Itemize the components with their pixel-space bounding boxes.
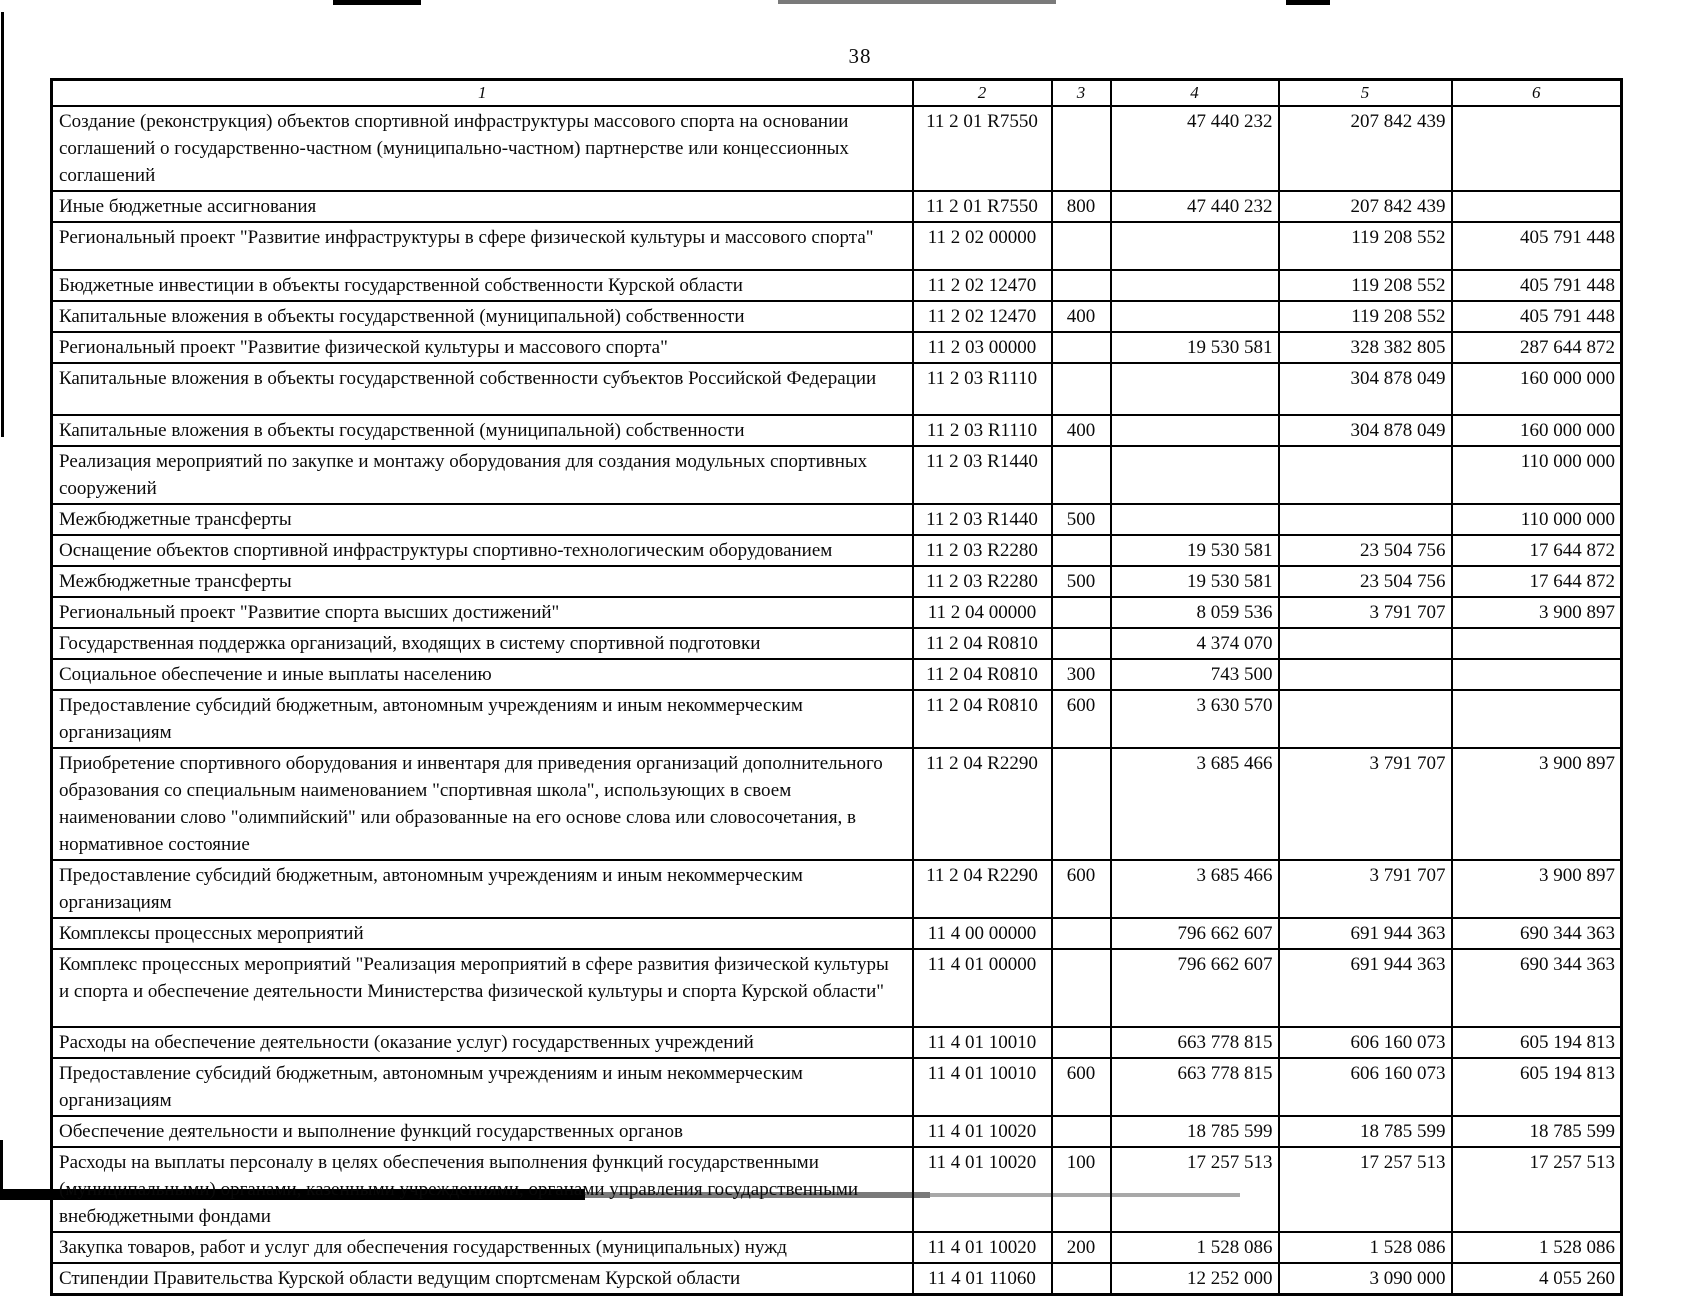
- expense-name-cell: Социальное обеспечение и иные выплаты населению: [52, 659, 913, 690]
- amount-2024-cell: 17 257 513: [1279, 1147, 1452, 1232]
- table-row: [52, 1116, 1622, 1147]
- column-header-6: 6: [1452, 80, 1622, 107]
- amount-2024-cell: 3 791 707: [1279, 597, 1452, 628]
- expense-name-cell: Оснащение объектов спортивной инфраструктуры спортивно-технологическим оборудованием: [52, 535, 913, 566]
- amount-2024-cell: 3 791 707: [1279, 748, 1452, 860]
- target-code-cell: 11 4 01 11060: [913, 1263, 1052, 1295]
- expense-name-cell: Расходы на обеспечение деятельности (оказание услуг) государственных учреждений: [52, 1027, 913, 1058]
- target-code-cell: 11 2 04 R0810: [913, 628, 1052, 659]
- budget-table: [50, 78, 1623, 1296]
- table-row: [52, 1232, 1622, 1263]
- table-row: [52, 597, 1622, 628]
- target-code-cell: 11 2 01 R7550: [913, 191, 1052, 222]
- amount-2023-cell: 18 785 599: [1111, 1116, 1279, 1147]
- target-code-cell: 11 4 01 10020: [913, 1116, 1052, 1147]
- amount-2025-cell: 405 791 448: [1452, 222, 1622, 270]
- target-code-cell: 11 4 01 00000: [913, 949, 1052, 1027]
- table-row: [52, 860, 1622, 918]
- expense-group-cell: [1052, 949, 1111, 1027]
- target-code-cell: 11 2 02 00000: [913, 222, 1052, 270]
- page-number: 38: [848, 44, 872, 68]
- target-code-cell: 11 2 03 R2280: [913, 535, 1052, 566]
- amount-2023-cell: 663 778 815: [1111, 1027, 1279, 1058]
- column-header-3: 3: [1052, 80, 1111, 107]
- expense-name-cell: Стипендии Правительства Курской области ведущим спортсменам Курской области: [52, 1263, 913, 1295]
- target-code-cell: 11 2 04 R2290: [913, 748, 1052, 860]
- target-code-cell: 11 2 02 12470: [913, 301, 1052, 332]
- amount-2025-cell: 3 900 897: [1452, 860, 1622, 918]
- expense-name-cell: Региональный проект "Развитие спорта высших достижений": [52, 597, 913, 628]
- expense-group-cell: [1052, 628, 1111, 659]
- target-code-cell: 11 2 03 R1440: [913, 504, 1052, 535]
- expense-group-cell: 500: [1052, 566, 1111, 597]
- expense-name-cell: Иные бюджетные ассигнования: [52, 191, 913, 222]
- target-code-cell: 11 2 03 R2280: [913, 566, 1052, 597]
- amount-2023-cell: 47 440 232: [1111, 106, 1279, 191]
- amount-2025-cell: 287 644 872: [1452, 332, 1622, 363]
- amount-2025-cell: 4 055 260: [1452, 1263, 1622, 1295]
- table-row: [52, 690, 1622, 748]
- amount-2024-cell: 207 842 439: [1279, 191, 1452, 222]
- table-row: [52, 106, 1622, 191]
- amount-2024-cell: 304 878 049: [1279, 415, 1452, 446]
- table-row: [52, 301, 1622, 332]
- table-row: [52, 949, 1622, 1027]
- amount-2024-cell: 23 504 756: [1279, 535, 1452, 566]
- target-code-cell: 11 2 01 R7550: [913, 106, 1052, 191]
- amount-2023-cell: [1111, 415, 1279, 446]
- column-header-2: 2: [913, 80, 1052, 107]
- target-code-cell: 11 4 01 10010: [913, 1058, 1052, 1116]
- amount-2025-cell: 17 644 872: [1452, 566, 1622, 597]
- target-code-cell: 11 4 01 10020: [913, 1232, 1052, 1263]
- amount-2025-cell: 110 000 000: [1452, 504, 1622, 535]
- amount-2024-cell: 3 791 707: [1279, 860, 1452, 918]
- expense-name-cell: Предоставление субсидий бюджетным, автономным учреждениям и иным некоммерческим организациям: [52, 690, 913, 748]
- amount-2023-cell: 19 530 581: [1111, 332, 1279, 363]
- amount-2023-cell: [1111, 363, 1279, 415]
- budget-table-wrap: [50, 78, 1622, 1296]
- amount-2024-cell: [1279, 659, 1452, 690]
- amount-2024-cell: 1 528 086: [1279, 1232, 1452, 1263]
- table-row: [52, 659, 1622, 690]
- amount-2025-cell: 605 194 813: [1452, 1027, 1622, 1058]
- amount-2025-cell: [1452, 628, 1622, 659]
- expense-name-cell: Капитальные вложения в объекты государственной собственности субъектов Российской Федерации: [52, 363, 913, 415]
- amount-2023-cell: 796 662 607: [1111, 949, 1279, 1027]
- table-row: [52, 504, 1622, 535]
- amount-2024-cell: 119 208 552: [1279, 270, 1452, 301]
- expense-group-cell: 400: [1052, 415, 1111, 446]
- expense-group-cell: [1052, 446, 1111, 504]
- amount-2025-cell: 17 257 513: [1452, 1147, 1622, 1232]
- amount-2024-cell: 18 785 599: [1279, 1116, 1452, 1147]
- expense-name-cell: Бюджетные инвестиции в объекты государственной собственности Курской области: [52, 270, 913, 301]
- amount-2023-cell: 3 630 570: [1111, 690, 1279, 748]
- amount-2024-cell: 119 208 552: [1279, 222, 1452, 270]
- table-row: [52, 191, 1622, 222]
- amount-2025-cell: 3 900 897: [1452, 748, 1622, 860]
- table-row: [52, 332, 1622, 363]
- amount-2023-cell: 12 252 000: [1111, 1263, 1279, 1295]
- amount-2024-cell: 691 944 363: [1279, 918, 1452, 949]
- table-row: [52, 1027, 1622, 1058]
- amount-2024-cell: 23 504 756: [1279, 566, 1452, 597]
- table-row: [52, 535, 1622, 566]
- expense-name-cell: Комплекс процессных мероприятий "Реализация мероприятий в сфере развития физической культуры и спорта и обеспечение деятельности Министерства физической культуры и спорта Курской области": [52, 949, 913, 1027]
- amount-2025-cell: 3 900 897: [1452, 597, 1622, 628]
- expense-name-cell: Межбюджетные трансферты: [52, 504, 913, 535]
- amount-2024-cell: [1279, 446, 1452, 504]
- target-code-cell: 11 2 04 R0810: [913, 659, 1052, 690]
- expense-group-cell: [1052, 332, 1111, 363]
- amount-2023-cell: 3 685 466: [1111, 860, 1279, 918]
- expense-name-cell: Приобретение спортивного оборудования и инвентаря для приведения организаций дополнительного образования со специальным наименованием "спортивная школа", использующих в своем наименовании слово "олимпийский" или образованные на его основе слова или словосочетания, в нормативное состояние: [52, 748, 913, 860]
- expense-name-cell: Предоставление субсидий бюджетным, автономным учреждениям и иным некоммерческим организациям: [52, 1058, 913, 1116]
- budget-table-header-row: [52, 80, 1622, 107]
- expense-group-cell: 600: [1052, 690, 1111, 748]
- amount-2023-cell: 19 530 581: [1111, 566, 1279, 597]
- amount-2025-cell: [1452, 191, 1622, 222]
- target-code-cell: 11 2 03 R1440: [913, 446, 1052, 504]
- target-code-cell: 11 2 02 12470: [913, 270, 1052, 301]
- target-code-cell: 11 2 03 R1110: [913, 415, 1052, 446]
- amount-2025-cell: 160 000 000: [1452, 415, 1622, 446]
- amount-2025-cell: 690 344 363: [1452, 918, 1622, 949]
- amount-2025-cell: [1452, 690, 1622, 748]
- expense-name-cell: Закупка товаров, работ и услуг для обеспечения государственных (муниципальных) нужд: [52, 1232, 913, 1263]
- table-row: [52, 363, 1622, 415]
- amount-2023-cell: [1111, 270, 1279, 301]
- expense-group-cell: [1052, 363, 1111, 415]
- amount-2023-cell: 19 530 581: [1111, 535, 1279, 566]
- table-row: [52, 748, 1622, 860]
- column-header-1: 1: [52, 80, 913, 107]
- amount-2024-cell: 3 090 000: [1279, 1263, 1452, 1295]
- amount-2024-cell: 606 160 073: [1279, 1058, 1452, 1116]
- amount-2025-cell: 110 000 000: [1452, 446, 1622, 504]
- amount-2024-cell: 119 208 552: [1279, 301, 1452, 332]
- amount-2025-cell: 17 644 872: [1452, 535, 1622, 566]
- expense-group-cell: [1052, 106, 1111, 191]
- amount-2023-cell: 3 685 466: [1111, 748, 1279, 860]
- amount-2024-cell: 207 842 439: [1279, 106, 1452, 191]
- expense-group-cell: 400: [1052, 301, 1111, 332]
- expense-group-cell: [1052, 1116, 1111, 1147]
- target-code-cell: 11 2 03 00000: [913, 332, 1052, 363]
- amount-2025-cell: 605 194 813: [1452, 1058, 1622, 1116]
- table-row: [52, 446, 1622, 504]
- expense-name-cell: Расходы на выплаты персоналу в целях обеспечения выполнения функций государственными (муниципальными) органами, казенными учреждениями, органами управления государственными внебюджетными фондами: [52, 1147, 913, 1232]
- amount-2023-cell: [1111, 301, 1279, 332]
- table-row: [52, 1147, 1622, 1232]
- scan-artifact-top-left-dash: [333, 0, 421, 5]
- amount-2025-cell: [1452, 106, 1622, 191]
- amount-2024-cell: 691 944 363: [1279, 949, 1452, 1027]
- amount-2023-cell: 663 778 815: [1111, 1058, 1279, 1116]
- table-row: [52, 222, 1622, 270]
- target-code-cell: 11 4 01 10020: [913, 1147, 1052, 1232]
- amount-2023-cell: 17 257 513: [1111, 1147, 1279, 1232]
- expense-name-cell: Предоставление субсидий бюджетным, автономным учреждениям и иным некоммерческим организациям: [52, 860, 913, 918]
- amount-2024-cell: [1279, 504, 1452, 535]
- amount-2023-cell: [1111, 446, 1279, 504]
- expense-name-cell: Комплексы процессных мероприятий: [52, 918, 913, 949]
- amount-2025-cell: 690 344 363: [1452, 949, 1622, 1027]
- amount-2024-cell: 304 878 049: [1279, 363, 1452, 415]
- expense-group-cell: [1052, 1263, 1111, 1295]
- expense-group-cell: 600: [1052, 860, 1111, 918]
- amount-2023-cell: 8 059 536: [1111, 597, 1279, 628]
- budget-table-body: [52, 106, 1622, 1295]
- amount-2023-cell: [1111, 504, 1279, 535]
- column-header-4: 4: [1111, 80, 1279, 107]
- target-code-cell: 11 2 04 R2290: [913, 860, 1052, 918]
- column-header-5: 5: [1279, 80, 1452, 107]
- amount-2024-cell: 606 160 073: [1279, 1027, 1452, 1058]
- amount-2023-cell: 4 374 070: [1111, 628, 1279, 659]
- amount-2025-cell: 1 528 086: [1452, 1232, 1622, 1263]
- expense-group-cell: 300: [1052, 659, 1111, 690]
- scan-artifact-top-right-dash: [1286, 0, 1330, 5]
- amount-2023-cell: 796 662 607: [1111, 918, 1279, 949]
- expense-group-cell: 800: [1052, 191, 1111, 222]
- expense-group-cell: [1052, 918, 1111, 949]
- amount-2025-cell: 405 791 448: [1452, 270, 1622, 301]
- target-code-cell: 11 4 00 00000: [913, 918, 1052, 949]
- expense-name-cell: Региональный проект "Развитие инфраструктуры в сфере физической культуры и массового спорта": [52, 222, 913, 270]
- expense-name-cell: Создание (реконструкция) объектов спортивной инфраструктуры массового спорта на основании соглашений о государственно-частном (муниципально-частном) партнерстве или концессионных соглашений: [52, 106, 913, 191]
- table-row: [52, 918, 1622, 949]
- expense-group-cell: [1052, 270, 1111, 301]
- scan-artifact-left-edge-line: [1, 12, 4, 437]
- expense-group-cell: 500: [1052, 504, 1111, 535]
- amount-2025-cell: 405 791 448: [1452, 301, 1622, 332]
- table-row: [52, 566, 1622, 597]
- amount-2025-cell: 160 000 000: [1452, 363, 1622, 415]
- expense-name-cell: Капитальные вложения в объекты государственной (муниципальной) собственности: [52, 415, 913, 446]
- target-code-cell: 11 2 03 R1110: [913, 363, 1052, 415]
- expense-name-cell: Реализация мероприятий по закупке и монтажу оборудования для создания модульных спортивных сооружений: [52, 446, 913, 504]
- expense-group-cell: [1052, 748, 1111, 860]
- amount-2023-cell: 47 440 232: [1111, 191, 1279, 222]
- table-row: [52, 1058, 1622, 1116]
- target-code-cell: 11 2 04 R0810: [913, 690, 1052, 748]
- expense-name-cell: Государственная поддержка организаций, входящих в систему спортивной подготовки: [52, 628, 913, 659]
- amount-2025-cell: [1452, 659, 1622, 690]
- amount-2025-cell: 18 785 599: [1452, 1116, 1622, 1147]
- expense-group-cell: 200: [1052, 1232, 1111, 1263]
- amount-2023-cell: 743 500: [1111, 659, 1279, 690]
- table-row: [52, 415, 1622, 446]
- target-code-cell: 11 2 04 00000: [913, 597, 1052, 628]
- amount-2024-cell: [1279, 628, 1452, 659]
- amount-2024-cell: 328 382 805: [1279, 332, 1452, 363]
- expense-group-cell: [1052, 1027, 1111, 1058]
- expense-group-cell: [1052, 535, 1111, 566]
- expense-name-cell: Капитальные вложения в объекты государственной (муниципальной) собственности: [52, 301, 913, 332]
- amount-2023-cell: 1 528 086: [1111, 1232, 1279, 1263]
- expense-name-cell: Межбюджетные трансферты: [52, 566, 913, 597]
- expense-name-cell: Обеспечение деятельности и выполнение функций государственных органов: [52, 1116, 913, 1147]
- expense-group-cell: 100: [1052, 1147, 1111, 1232]
- target-code-cell: 11 4 01 10010: [913, 1027, 1052, 1058]
- expense-group-cell: [1052, 597, 1111, 628]
- scan-artifact-top-middle-dash: [778, 0, 1056, 4]
- table-row: [52, 628, 1622, 659]
- table-row: [52, 1263, 1622, 1295]
- expense-name-cell: Региональный проект "Развитие физической культуры и массового спорта": [52, 332, 913, 363]
- expense-group-cell: 600: [1052, 1058, 1111, 1116]
- table-row: [52, 270, 1622, 301]
- expense-group-cell: [1052, 222, 1111, 270]
- amount-2024-cell: [1279, 690, 1452, 748]
- amount-2023-cell: [1111, 222, 1279, 270]
